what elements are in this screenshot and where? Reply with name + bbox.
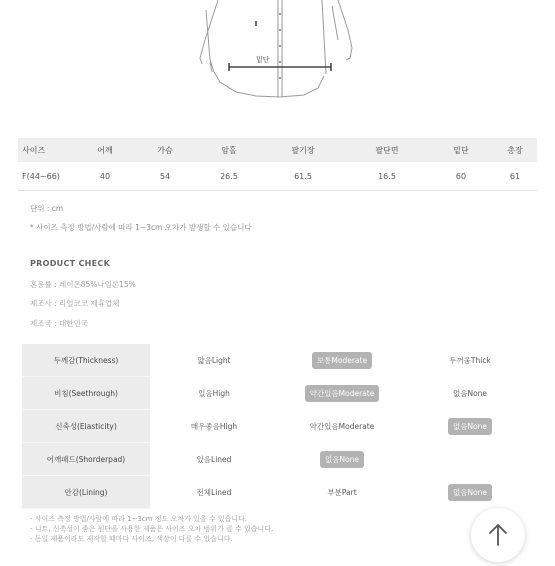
check-option [150,443,278,476]
option-text-selected: 약간있음Moderate [305,385,380,402]
check-row-lining [22,476,534,509]
option-text: 없음None [452,388,488,398]
column-header: 가슴 [133,138,197,162]
garment-sketch [0,0,555,130]
arrow-up-icon [471,508,525,562]
manufacturer-info: 제조사 : 리얼코코 제휴업체 [30,299,120,308]
check-option [278,410,406,443]
check-option [150,344,278,377]
option-text: 매우좋음High [190,421,238,431]
column-header: 팔단면 [345,138,429,162]
check-option [150,410,278,443]
option-text: 얇음Light [197,355,231,365]
column-header: 총장 [493,138,537,162]
option-text: 부분Part [327,487,357,497]
table-cell: 16.5 [345,162,429,191]
option-text-selected: 보통Moderate [312,352,372,369]
check-label-text: 신축성(Elasticity) [55,421,117,431]
hem-label: 밑단 [256,56,270,64]
option-text: 약간있음Moderate [309,421,375,431]
material-info: 혼용률 : 레이온85%나일론15% [30,280,136,289]
check-label [22,410,150,443]
column-header: 암홀 [197,138,261,162]
option-text-selected: 없음None [448,484,492,501]
table-cell: 61 [493,162,537,191]
check-option [406,377,534,410]
check-label [22,476,150,509]
table-cell: 54 [133,162,197,191]
check-option [406,476,534,509]
unit-note: 단위 : cm [30,204,64,213]
option-text: 두꺼움Thick [449,355,491,365]
check-option [278,377,406,410]
country-info: 제조국 : 대한민국 [30,319,89,328]
bottom-note: - 동일 제품이라도 제작할 때마다 사이즈, 색상이 다를 수 있습니다. [30,535,233,543]
product-check-table [22,344,534,509]
check-row-thickness [22,344,534,377]
size-table-header [18,138,537,162]
measure-note: * 사이즈 측정 방법/사람에 따라 1~3cm 오차가 발생할 수 있습니다 [30,223,252,232]
check-label-text: 어깨패드(Shorderpad) [46,454,126,464]
table-cell: 26.5 [197,162,261,191]
size-table [18,138,537,191]
check-option [406,344,534,377]
bottom-note: - 사이즈 측정 방법/사람에 따라 1~3cm 정도 오차가 있을 수 있습니다. [30,515,248,523]
option-text: 전체Lined [196,487,232,497]
column-header: 팔기장 [261,138,345,162]
table-cell: 60 [429,162,493,191]
check-option [278,443,406,476]
check-label-text: 안감(Lining) [64,487,108,497]
table-cell: 40 [77,162,133,191]
product-check-title: PRODUCT CHECK [30,259,111,268]
scroll-top-button[interactable] [471,508,525,562]
table-row [18,162,537,191]
check-row-shoulderpad [22,443,534,476]
table-cell: 61.5 [261,162,345,191]
check-option [406,410,534,443]
check-option [150,476,278,509]
table-cell: F(44~66) [18,162,77,191]
column-header: 밑단 [429,138,493,162]
check-row-elasticity [22,410,534,443]
option-text: 있음High [198,388,230,398]
check-label [22,344,150,377]
column-header: 어깨 [77,138,133,162]
option-text-selected: 없음None [448,418,492,435]
check-label [22,377,150,410]
option-text [465,456,475,462]
check-row-seethrough [22,377,534,410]
option-text: 있음Lined [196,454,232,464]
bottom-notes [30,514,273,544]
option-text-selected: 없음None [320,451,364,468]
check-option [150,377,278,410]
bottom-note: - 니트, 신축성이 좋은 원단을 사용한 제품은 사이즈 오차 범위가 클 수 있습니다. [30,525,274,533]
check-label [22,443,150,476]
check-option [278,344,406,377]
check-label-text: 비침(Seethrough) [54,388,118,398]
check-option [278,476,406,509]
check-option [406,443,534,476]
column-header: 사이즈 [18,138,77,162]
check-label-text: 두께감(Thickness) [53,355,119,365]
